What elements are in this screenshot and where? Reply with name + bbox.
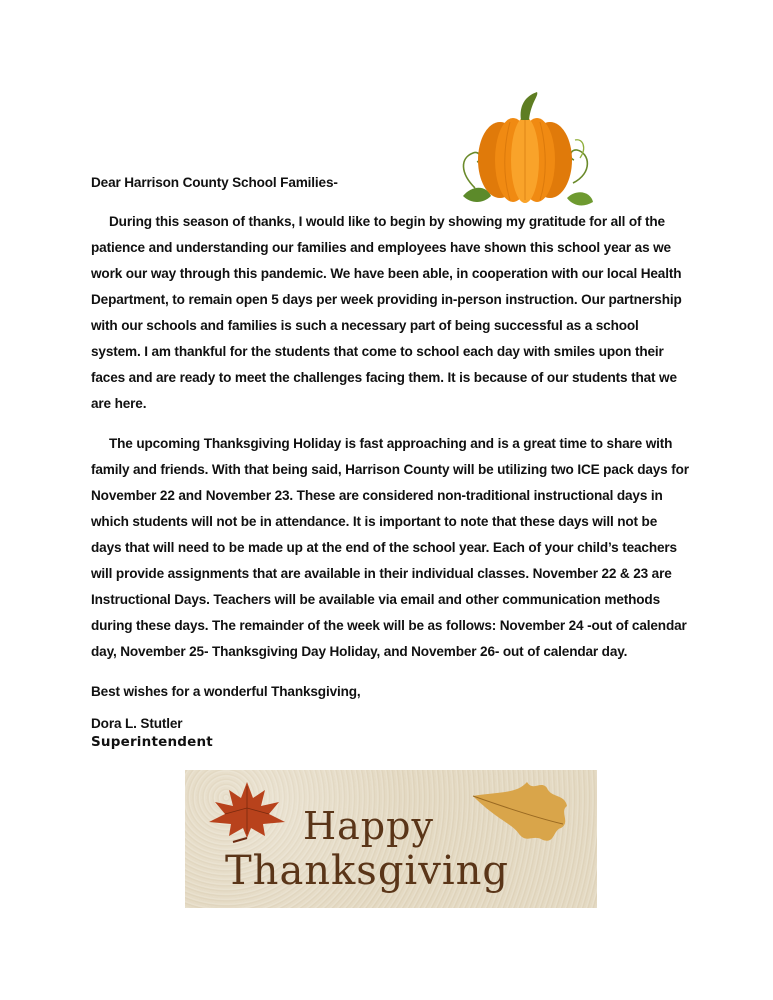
letter-greeting: Dear Harrison County School Families-: [91, 175, 338, 190]
banner-happy-text: Happy: [303, 804, 434, 848]
letter-paragraph-1: During this season of thanks, I would like to begin by showing my gratitude for all of the patience and understanding our families and employees have shown this school year as we work our way through this pandemic. We have been able, in cooperation with our local Health Department, to remain open 5 days per week providing in-person instruction. Our partnership with our schools and families is such a necessary part of being successful as a school system. I am thankful for the students that come to school each day with smiles upon their faces and are ready to meet the challenges facing them. It is because of our students that we are here.: [91, 214, 682, 411]
letter-paragraph-2: The upcoming Thanksgiving Holiday is fast approaching and is a great time to share with family and friends. With that being said, Harrison County will be utilizing two ICE pack days for November 22 and November 23. These are considered non-traditional instructional days in which students will not be in attendance. It is important to note that these days will not be days that will need to be made up at the end of the school year. Each of your child’s teachers will provide assignments that are available in their individual classes. November 22 & 23 are Instructional Days. Teachers will be available via email and other communication methods during these days. The remainder of the week will be as follows: November 24 -out of calendar day, November 25- Thanksgiving Day Holiday, and November 26- out of calendar day.: [91, 436, 689, 659]
maple-leaf-icon: [203, 778, 291, 844]
letter-closing: Best wishes for a wonderful Thanksgiving,: [91, 684, 361, 699]
letter: [91, 170, 691, 751]
banner-thanksgiving-text: Thanksgiving: [225, 848, 509, 894]
thanksgiving-banner: [185, 770, 597, 908]
signer-title: Superintendent: [91, 734, 213, 750]
signer-name: Dora L. Stutler: [91, 716, 183, 731]
oak-leaf-icon: [467, 772, 575, 852]
